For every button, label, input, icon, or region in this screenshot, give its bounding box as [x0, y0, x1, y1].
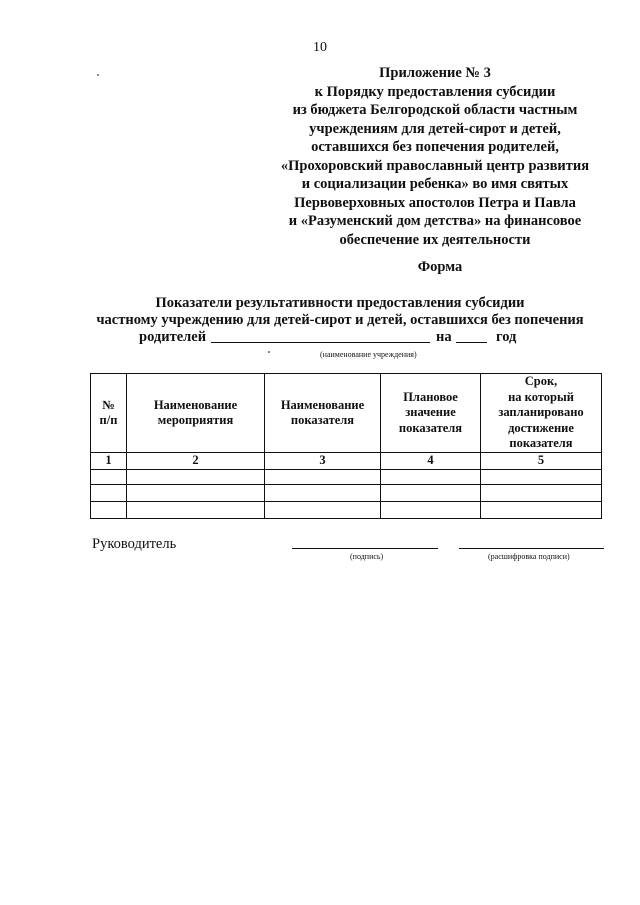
column-number: 2	[127, 453, 265, 470]
table-cell[interactable]	[127, 469, 265, 485]
indicators-table	[90, 373, 602, 519]
appendix-header	[255, 64, 615, 249]
title-word-parents: родителей	[139, 329, 207, 345]
header-cell-number: № п/п	[91, 374, 127, 453]
header-cell-indicator: Наименование показателя	[265, 374, 381, 453]
appendix-line: учреждениям для детей-сирот и детей,	[309, 120, 561, 137]
header-cell-planned-value: Плановое значение показателя	[381, 374, 481, 453]
table-cell[interactable]	[91, 469, 127, 485]
document-title	[60, 295, 620, 359]
scan-dot	[97, 74, 99, 76]
title-line: Показатели результативности предоставления субсидии	[155, 295, 525, 311]
table-header-row	[91, 374, 602, 453]
table-cell[interactable]	[381, 485, 481, 502]
column-number: 3	[265, 453, 381, 470]
table-cell[interactable]	[127, 502, 265, 519]
decryption-line[interactable]	[459, 548, 604, 549]
appendix-line: Приложение № 3	[379, 65, 491, 81]
table-cell[interactable]	[381, 469, 481, 485]
title-line: частному учреждению для детей-сирот и детей, оставшихся без попечения	[96, 312, 584, 328]
leader-label: Руководитель	[92, 536, 177, 552]
appendix-line: Первоверховных апостолов Петра и Павла	[294, 194, 576, 211]
title-word-on: на	[436, 329, 452, 345]
appendix-line: «Прохоровский православный центр развития	[280, 157, 590, 174]
column-number: 4	[381, 453, 481, 470]
column-number: 5	[481, 453, 602, 470]
signature-line[interactable]	[292, 548, 438, 549]
scan-dot	[268, 351, 270, 353]
column-number: 1	[91, 453, 127, 470]
title-line	[60, 329, 620, 347]
form-label: Форма	[417, 259, 463, 275]
table-row	[91, 469, 602, 485]
table-cell[interactable]	[91, 502, 127, 519]
header-cell-deadline: Срок, на который запланировано достижение показателя	[481, 374, 602, 453]
decryption-caption: (расшифровка подписи)	[488, 552, 570, 561]
table-cell[interactable]	[265, 502, 381, 519]
appendix-line: и «Разуменский дом детства» на финансовое	[288, 213, 582, 229]
table-cell[interactable]	[265, 485, 381, 502]
appendix-line: к Порядку предоставления субсидии	[314, 83, 556, 100]
table-cell[interactable]	[481, 469, 602, 485]
appendix-line: обеспечение их деятельности	[339, 231, 531, 248]
appendix-line: оставшихся без попечения родителей,	[311, 139, 559, 155]
table-row	[91, 502, 602, 519]
table-cell[interactable]	[265, 469, 381, 485]
table-cell[interactable]	[381, 502, 481, 519]
institution-blank	[211, 329, 430, 343]
institution-caption: (наименование учреждения)	[320, 350, 417, 359]
column-number-row	[91, 453, 602, 470]
signature-caption: (подпись)	[350, 552, 384, 561]
page-number: 10	[313, 40, 327, 55]
table-row	[91, 485, 602, 502]
table-cell[interactable]	[481, 502, 602, 519]
table-cell[interactable]	[91, 485, 127, 502]
title-word-year: год	[496, 329, 517, 345]
appendix-line: и социализации ребенка» во имя святых	[301, 176, 569, 192]
table-cell[interactable]	[127, 485, 265, 502]
header-cell-activity: Наименование мероприятия	[127, 374, 265, 453]
appendix-line: из бюджета Белгородской области частным	[292, 102, 578, 118]
year-blank	[456, 329, 487, 343]
table-cell[interactable]	[481, 485, 602, 502]
